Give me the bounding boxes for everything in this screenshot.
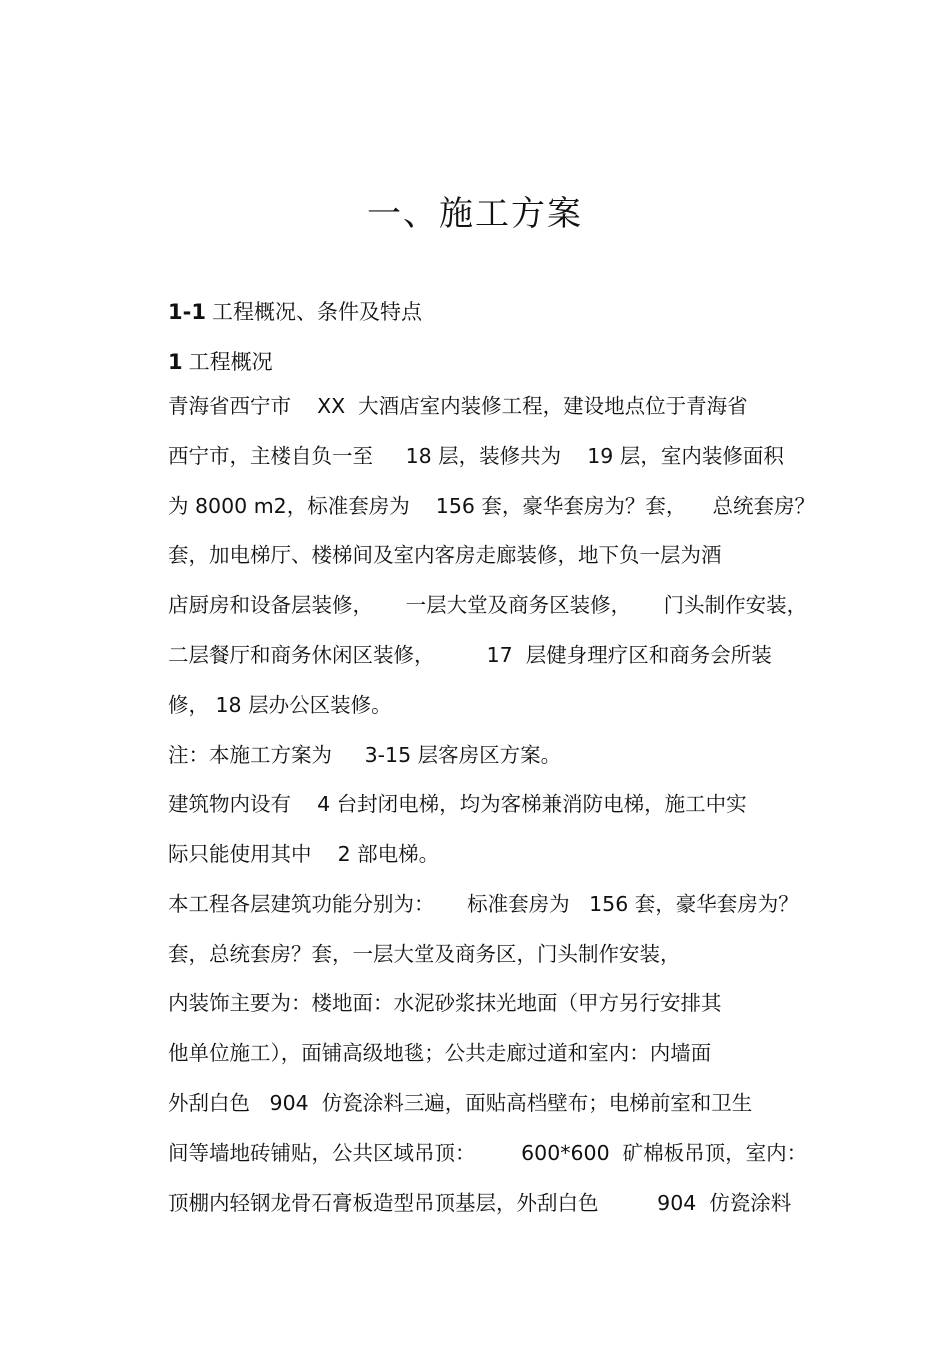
body-line: 为 8000 m2，标准套房为 156 套，豪华套房为？套， 总统套房？ [168, 494, 815, 518]
subsection-text: 工程概况 [188, 350, 273, 374]
body-line: 二层餐厅和商务休闲区装修， 17 层健身理疗区和商务会所装 [168, 643, 772, 667]
body-line: 内装饰主要为：楼地面：水泥砂浆抹光地面（甲方另行安排其 [168, 991, 722, 1015]
body-line: 建筑物内设有 4 台封闭电梯，均为客梯兼消防电梯，施工中实 [168, 792, 747, 816]
body-line: 修， 18 层办公区装修。 [168, 693, 392, 717]
body-line: 外刮白色 904 仿瓷涂料三遍，面贴高档壁布；电梯前室和卫生 [168, 1091, 753, 1115]
body-line: 顶棚内轻钢龙骨石膏板造型吊顶基层，外刮白色 904 仿瓷涂料 [168, 1191, 792, 1215]
body-line: 西宁市，主楼自负一至 18 层，装修共为 19 层，室内装修面积 [168, 444, 784, 468]
section-heading [168, 296, 422, 326]
body-line: 青海省西宁市 XX 大酒店室内装修工程，建设地点位于青海省 [168, 394, 748, 418]
body-line: 店厨房和设备层装修， 一层大堂及商务区装修， 门头制作安装， [168, 593, 808, 617]
body-line: 套，加电梯厅、楼梯间及室内客房走廊装修，地下负一层为酒 [168, 543, 722, 567]
body-line: 套，总统套房？套，一层大堂及商务区，门头制作安装， [168, 942, 681, 966]
section-text: 工程概况、条件及特点 [211, 300, 422, 324]
subsection-number: 1 [168, 350, 183, 374]
section-number: 1-1 [168, 300, 206, 324]
subsection-heading [168, 346, 273, 376]
body-line: 他单位施工），面铺高级地毯；公共走廊过道和室内：内墙面 [168, 1041, 712, 1065]
document-title: 一、施工方案 [367, 194, 583, 234]
body-line: 本工程各层建筑功能分别为： 标准套房为 156 套，豪华套房为？ [168, 892, 799, 916]
body-line: 注：本施工方案为 3-15 层客房区方案。 [168, 743, 562, 767]
body-line: 间等墙地砖铺贴，公共区域吊顶： 600*600 矿棉板吊顶，室内： [168, 1141, 808, 1165]
body-line: 际只能使用其中 2 部电梯。 [168, 842, 440, 866]
